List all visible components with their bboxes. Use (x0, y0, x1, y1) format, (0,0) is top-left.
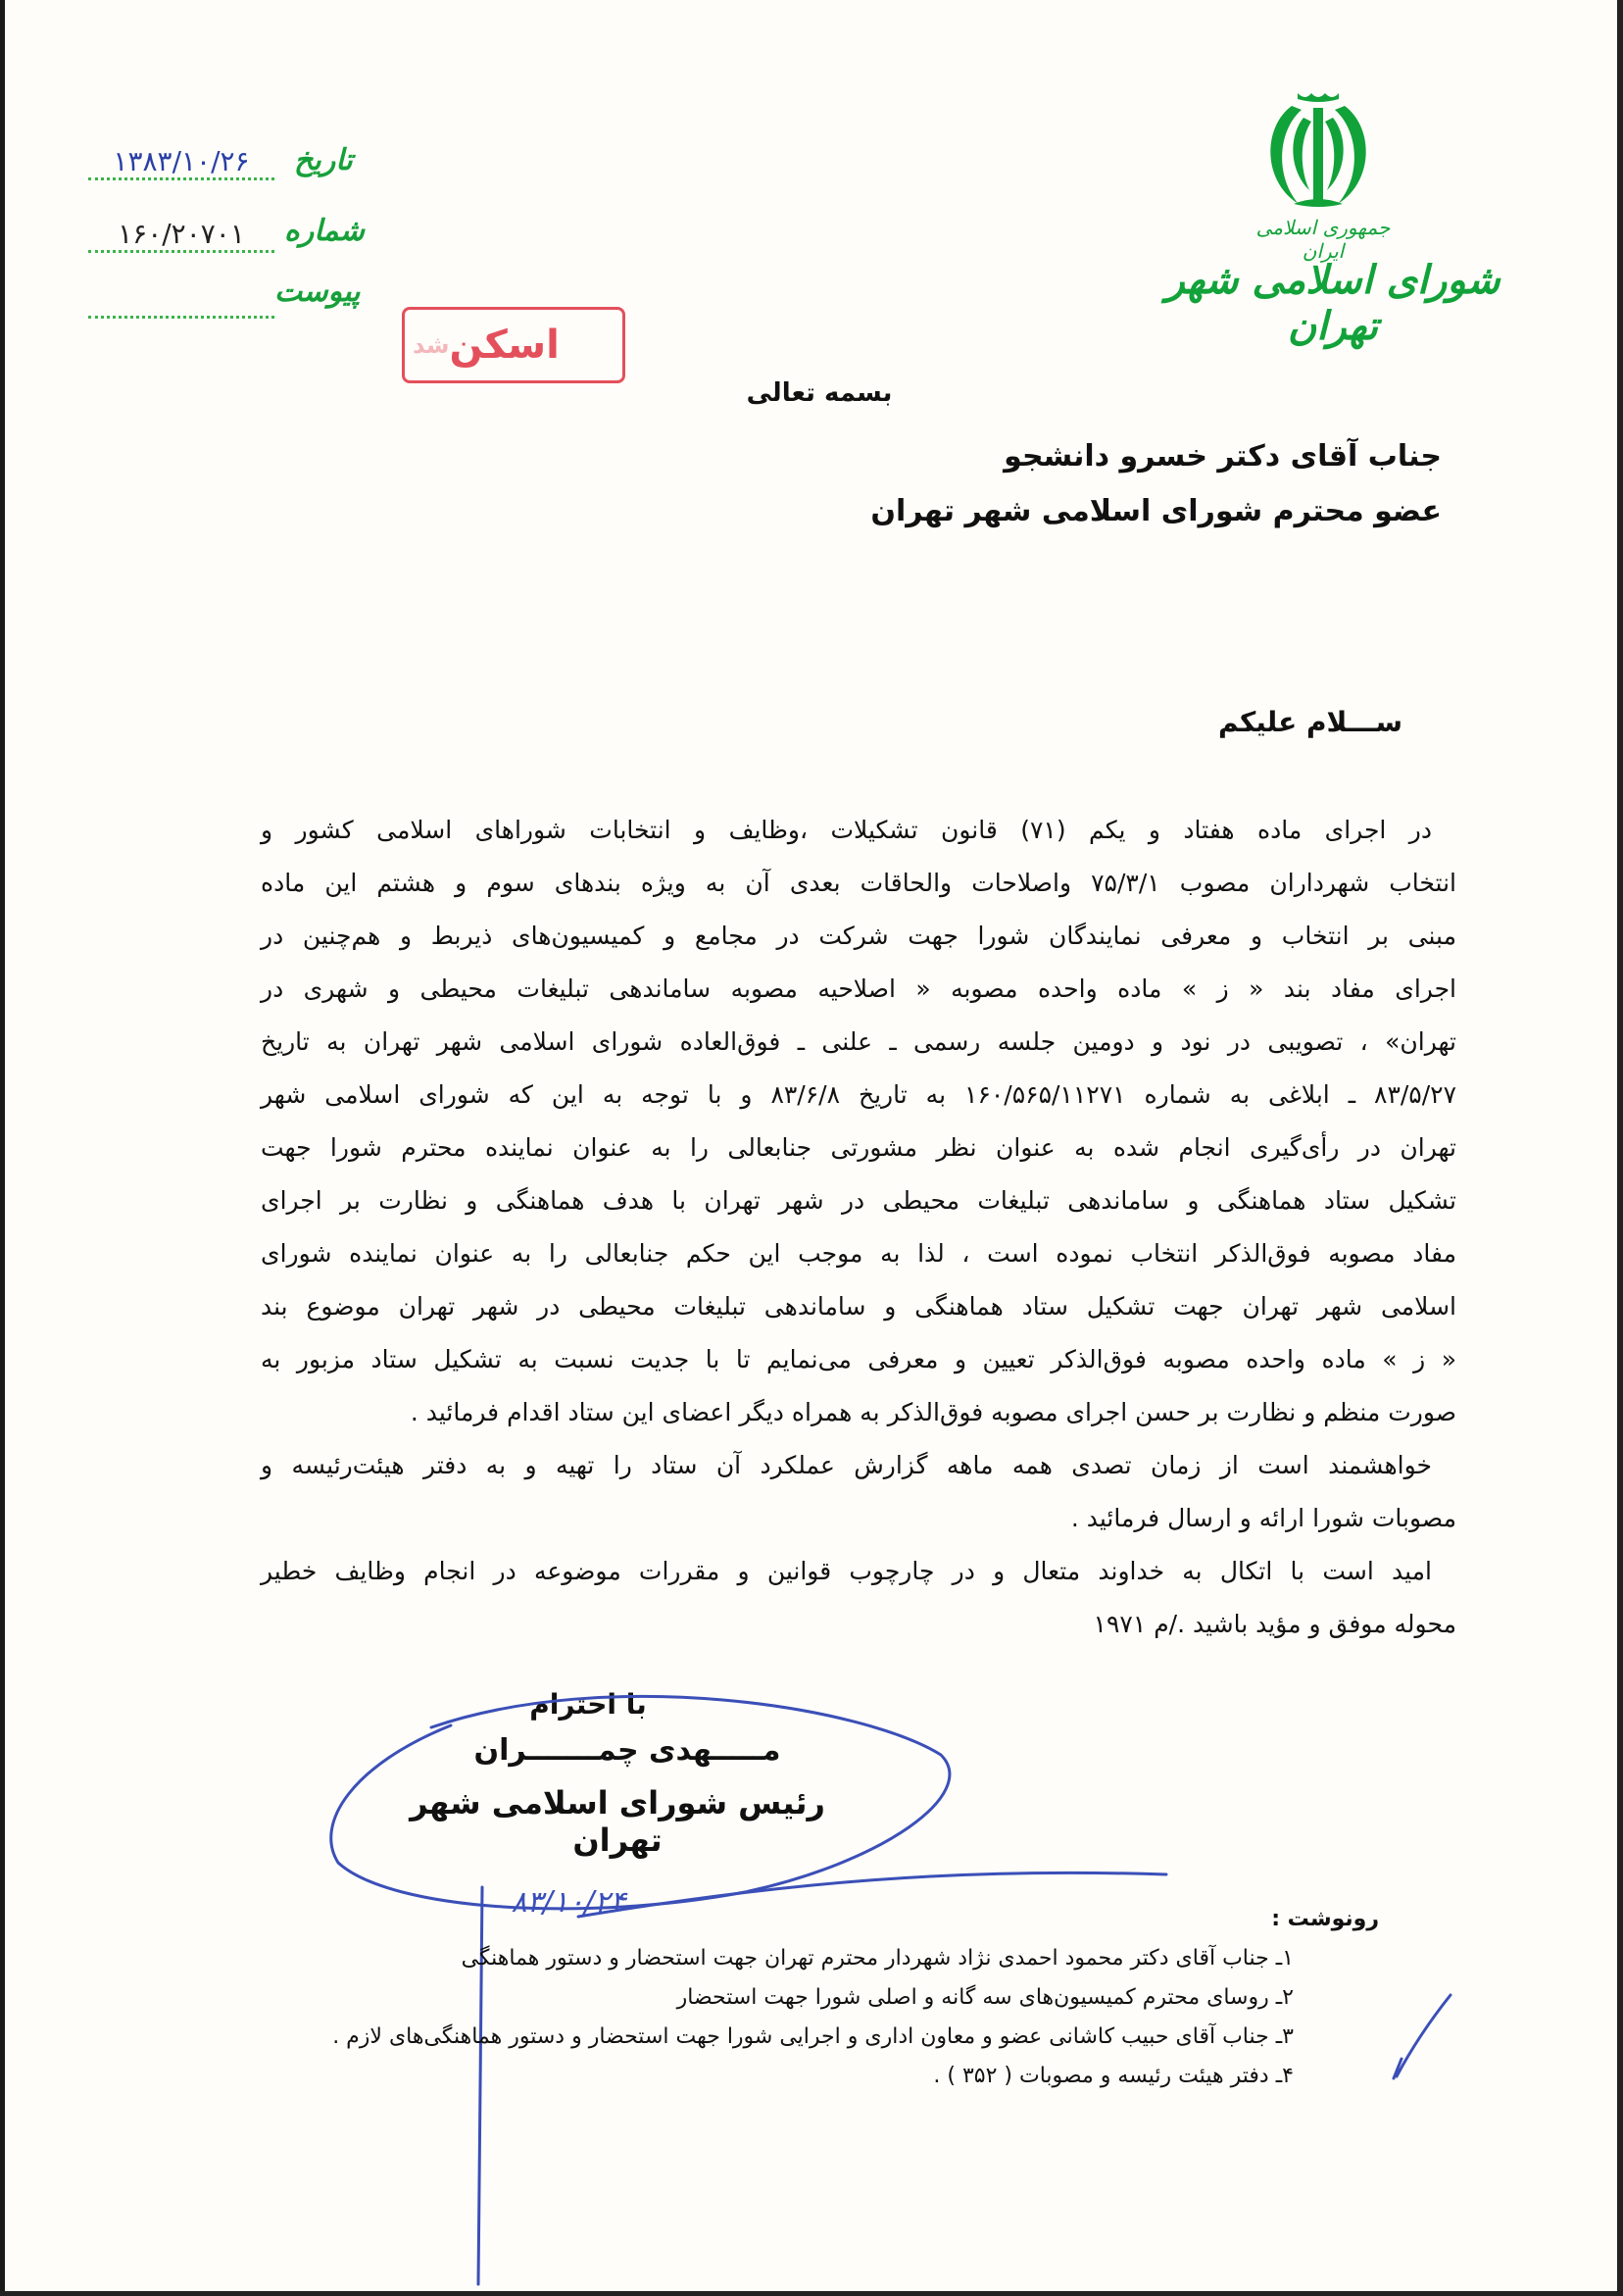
body-line: تهران» ، تصویبی در نود و دومین جلسه رسمی ـ علنی ـ فوق‌العاده شورای اسلامی شهر تهران به تاریخ (261, 1027, 1456, 1056)
number-label: شماره (284, 214, 365, 248)
body-line: « ز » ماده واحده مصوبه فوق‌الذکر تعیین و معرفی می‌نمایم تا با جدیت نسبت به تشکیل ستاد مزبور به (261, 1345, 1456, 1373)
cc-item: ۱ـ جناب آقای دکتر محمود احمدی نژاد شهردار محترم تهران جهت استحضار و دستور هماهنگی (461, 1946, 1294, 1971)
greeting: ســـلام علیکم (1217, 706, 1402, 738)
body-line: تشکیل ستاد هماهنگی و ساماندهی تبلیغات محیطی در شهر تهران با هدف هماهنگی و نظارت بر اجرای (261, 1186, 1456, 1215)
body-line: ۸۳/۵/۲۷ ـ ابلاغی به شماره ۱۶۰/۵۶۵/۱۱۲۷۱ به تاریخ ۸۳/۶/۸ و با توجه به این که شورای اسلامی شهر (261, 1080, 1456, 1109)
handwritten-date: ۸۳/۱۰/۲۴ (511, 1885, 626, 1920)
country-name: جمهوری اسلامی ایران (1255, 216, 1391, 263)
body-line: در اجرای ماده هفتاد و یکم (۷۱) قانون تشکیلات ،وظایف و انتخابات شوراهای اسلامی کشور و (261, 816, 1432, 844)
signature-loop (331, 1696, 950, 1908)
stamp-text: اسکن (449, 323, 560, 368)
date-value: ۱۳۸۳/۱۰/۲۶ (88, 145, 274, 180)
cc-item: ۴ـ دفتر هیئت رئیسه و مصوبات ( ۳۵۲ ) . (933, 2064, 1294, 2088)
body-line: اسلامی شهر تهران جهت تشکیل ستاد هماهنگی و ساماندهی تبلیغات محیطی در شهر تهران موضوع بند (261, 1292, 1456, 1321)
organization-name: شورای اسلامی شهر تهران (1165, 257, 1500, 349)
invocation: بسمه تعالی (746, 378, 893, 408)
body-line: محوله موفق و مؤید باشید ./م ۱۹۷۱ (1093, 1610, 1456, 1638)
signatory-title: رئیس شورای اسلامی شهر تهران (410, 1784, 825, 1859)
cc-label: رونوشت : (1271, 1907, 1379, 1931)
addressee-name: جناب آقای دکتر خسرو دانشجو (1004, 439, 1442, 474)
body-line: امید است با اتکال به خداوند متعال و در چارچوب قوانین و مقررات موضوعه در انجام وظایف خطیر (261, 1557, 1432, 1585)
number-value: ۱۶۰/۲۰۷۰۱ (88, 218, 274, 253)
body-line: تهران در رأی‌گیری انجام شده به عنوان نظر مشورتی جنابعالی را به عنوان نماینده محترم شورا جهت (261, 1133, 1456, 1162)
addressee-title: عضو محترم شورای اسلامی شهر تهران (870, 494, 1442, 528)
body-line: صورت منظم و نظارت بر حسن اجرای مصوبه فوق‌الذکر به همراه دیگر اعضای این ستاد اقدام فرمائید . (410, 1398, 1456, 1426)
body-line: مصوبات شورا ارائه و ارسال فرمائید . (1070, 1504, 1456, 1532)
date-label: تاریخ (294, 143, 353, 177)
cc-item: ۲ـ روسای محترم کمیسیون‌های سه گانه و اصلی شورا جهت استحضار (676, 1985, 1294, 2010)
body-line: مبنی بر انتخاب و معرفی نمایندگان شورا جهت شرکت در مجامع و کمیسیون‌های ذیربط و هم‌چنین در (261, 922, 1456, 950)
check-mark (1394, 1995, 1451, 2078)
closing: با احترام (529, 1688, 647, 1721)
body-line: مفاد مصوبه فوق‌الذکر انتخاب نموده است ، لذا به موجب این حکم جنابعالی را به عنوان نماینده شورای (261, 1239, 1456, 1268)
signatory-name: مـــــهدی چمـــــــران (473, 1733, 781, 1768)
stamp-faint-text: شد (413, 331, 450, 359)
attachment-label: پیوست (274, 275, 361, 309)
body-line: اجرای مفاد بند « ز » ماده واحده مصوبه « اصلاحیه مصوبه ساماندهی تبلیغات محیطی و شهری در (261, 974, 1456, 1003)
signature-tail (578, 1872, 1166, 1917)
body-line: خواهشمند است از زمان تصدی همه ماهه گزارش عملکرد آن ستاد را تهیه و به دفتر هیئت‌رئیسه و (261, 1451, 1432, 1479)
cc-item: ۳ـ جناب آقای حبیب کاشانی عضو و معاون اداری و اجرایی شورا جهت استحضار و دستور هماهنگی‌های لازم . (332, 2024, 1294, 2049)
body-line: انتخاب شهرداران مصوب ۷۵/۳/۱ واصلاحات والحاقات بعدی آن به ویژه بندهای سوم و هشتم این ماده (261, 869, 1456, 897)
